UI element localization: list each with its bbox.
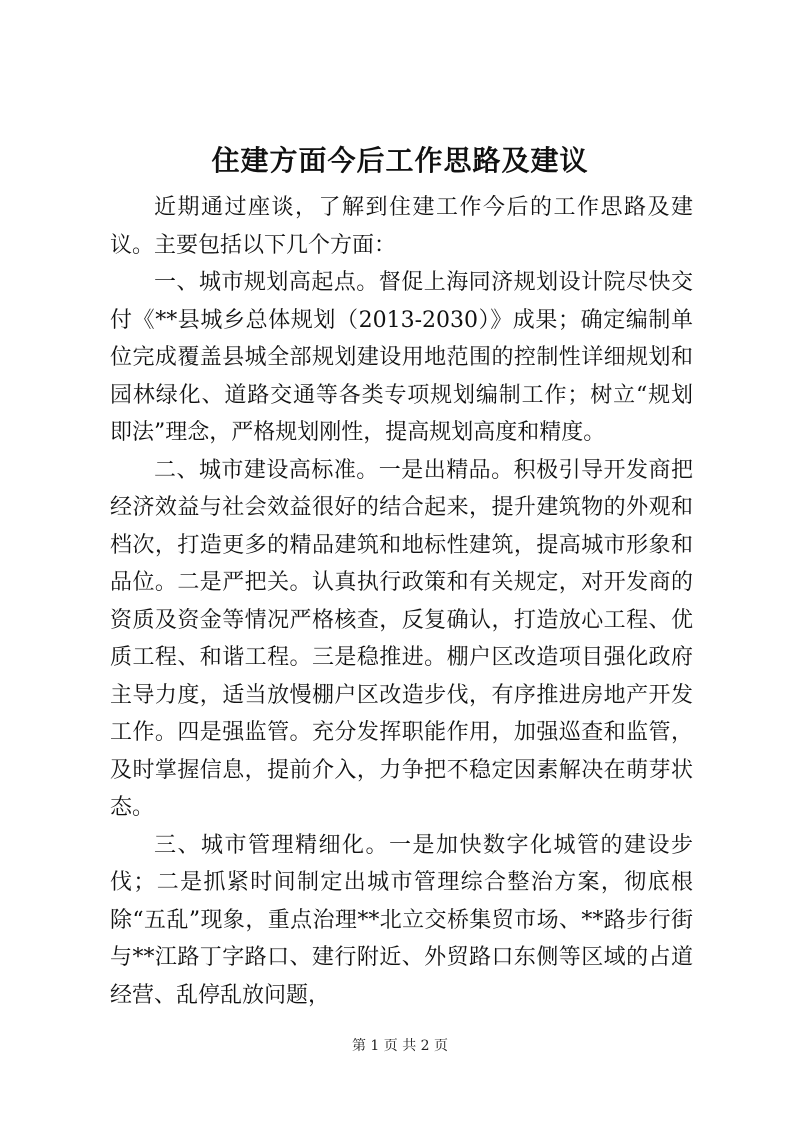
document-body — [110, 189, 693, 1014]
page-number-footer: 第 1 页 共 2 页 — [351, 1038, 449, 1054]
paragraph-urban-management: 三、城市管理精细化。一是加快数字化城管的建设步伐；二是抓紧时间制定出城市管理综合整治方案，彻底根除“五乱”现象，重点治理**北立交桥集贸市场、**路步行街与**江路丁字路口、建行附近、外贸路口东侧等区域的占道经营、乱停乱放问题， — [110, 832, 693, 1008]
document-title: 住建方面今后工作思路及建议 — [211, 144, 589, 177]
paragraph-urban-construction: 二、城市建设高标准。一是出精品。积极引导开发商把经济效益与社会效益很好的结合起来，提升建筑物的外观和档次，打造更多的精品建筑和地标性建筑，提高城市形象和品位。二是严把关。认真执行政策和有关规定，对开发商的资质及资金等情况严格核查，反复确认，打造放心工程、优质工程、和谐工程。三是稳推进。棚户区改造项目强化政府主导力度，适当放慢棚户区改造步伐，有序推进房地产开发工作。四是强监管。充分发挥职能作用，加强巡查和监管，及时掌握信息，提前介入，力争把不稳定因素解决在萌芽状态。 — [110, 457, 693, 820]
paragraph-urban-planning: 一、城市规划高起点。督促上海同济规划设计院尽快交付《**县城乡总体规划（2013-2030）》成果；确定编制单位完成覆盖县城全部规划建设用地范围的控制性详细规划和园林绿化、道路交通等各类专项规划编制工作；树立“规划即法”理念，严格规划刚性，提高规划高度和精度。 — [110, 270, 693, 445]
paragraph-intro: 近期通过座谈，了解到住建工作今后的工作思路及建议。主要包括以下几个方面： — [110, 195, 693, 258]
